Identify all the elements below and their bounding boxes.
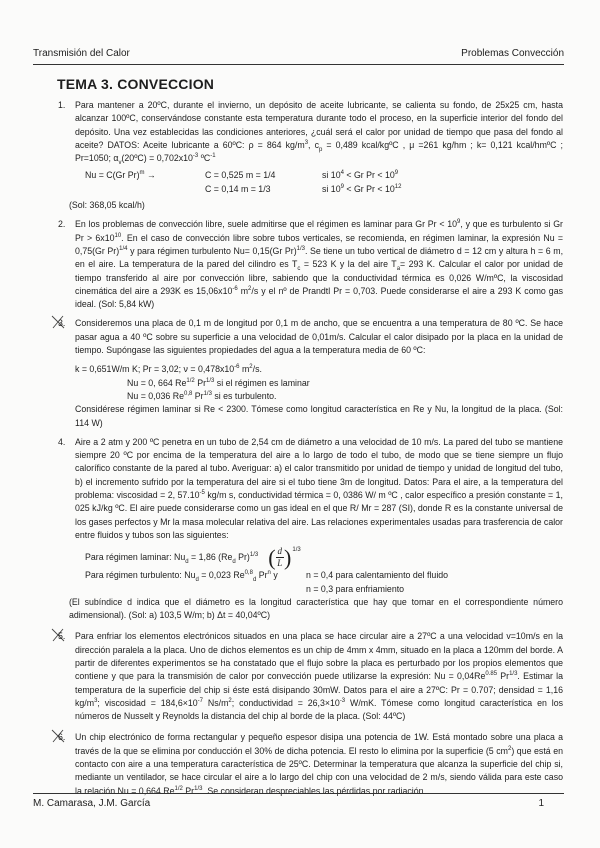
correlation-formula — [75, 183, 187, 196]
superscript: 4 — [340, 170, 344, 177]
problem-number: 4. — [58, 436, 66, 447]
page-number: 1 — [538, 798, 544, 809]
problem-number: 3. — [58, 318, 66, 329]
superscript: 2 — [228, 697, 232, 704]
subscript: c — [297, 266, 301, 273]
superscript: 9 — [457, 219, 461, 226]
laminar-equation: Nu = 0, 664 $Re^{1/2}$ $Pr^{1/3}$ si el régimen es laminar — [127, 377, 310, 388]
water-properties: k = 0,651W/m K; Pr = 3,02; $\nu = 0,478x10^{-6}$ $m^2/s$. — [75, 364, 262, 375]
problem-text-tail: Considérese régimen laminar si Re < 2300. Tómese como longitud característica en Re y Nu, la longitud de la placa. (Sol: 114 W) — [75, 404, 563, 428]
superscript: 0.85 — [485, 671, 498, 678]
heating-exponent: n = 0,4 para calentamiento del fluido — [306, 570, 449, 581]
cooling-exponent: n = 0,3 para enfriamiento — [306, 583, 405, 594]
problem-number: 5. — [58, 631, 66, 642]
problem-number: 2. — [58, 219, 66, 230]
superscript: 1/3 — [206, 377, 215, 384]
page-title: TEMA 3. CONVECCION — [57, 76, 215, 92]
subscript: a — [396, 266, 401, 273]
superscript: 1/2 — [186, 377, 195, 384]
correlation-constants: C = 0,14 m = 1/3 — [205, 183, 271, 194]
problem-text: Consideremos una placa de 0,1 m de longitud por 0,1 m de ancho, que se encuentra a una temperatura de 80 ºC. Se hace pasar agua a 40 ºC sobre su superficie a una velocidad de 0,01m/s. Calcular el calor disipado por la placa en la unidad de tiempo. Supóngase las siguientes propiedades del agua a la temperatura media de 60 ºC: — [75, 318, 563, 356]
page-header — [33, 48, 564, 65]
superscript: 1/2 — [174, 785, 183, 792]
correlation-row — [75, 183, 563, 196]
fraction-numerator: d — [277, 546, 283, 557]
superscript: 3 — [304, 139, 309, 146]
superscript: 10 — [114, 232, 122, 239]
superscript: 1/3 — [194, 785, 203, 792]
superscript: -6 — [232, 285, 238, 292]
subscript: p — [318, 146, 323, 153]
superscript: -3 — [339, 697, 346, 704]
problem-4 — [58, 436, 563, 623]
fraction-denominator: L — [277, 558, 283, 569]
turbulent-formula: Para régimen turbulento: $Nu_d = 0,023$ Re$^{0,8}_d$ Pr$^n$ y — [85, 570, 278, 583]
superscript: 2 — [507, 745, 512, 752]
page-footer — [33, 793, 564, 809]
superscript: 2 — [249, 364, 253, 371]
problem-5 — [58, 630, 563, 723]
superscript: 9 — [394, 170, 399, 177]
superscript: 12 — [394, 183, 402, 190]
correlation-range: si $10^4 < Gr$ $Pr < 10^9$ — [322, 170, 399, 181]
fraction-exponent: 1/3 — [292, 547, 301, 554]
turbulent-relation — [85, 569, 563, 582]
problem-list — [58, 99, 563, 804]
subscript: v — [118, 159, 122, 166]
footer-authors: M. Camarasa, J.M. García — [33, 798, 151, 809]
problem-number: 1. — [58, 100, 66, 110]
superscript: m — [139, 170, 145, 177]
superscript: 2 — [248, 285, 252, 292]
superscript: 1/3 — [249, 552, 259, 559]
superscript: 1/3 — [509, 671, 518, 678]
superscript: 9 — [340, 183, 344, 190]
turbulent-equation: Nu = 0,036 Re$^{0,8}$ $Pr^{1/3}$ si es turbulento. — [127, 390, 277, 401]
superscript: 1/3 — [296, 246, 305, 253]
header-section: Problemas Convección — [461, 48, 564, 59]
solution: (Sol: 368,05 kcal/h) — [69, 200, 145, 211]
superscript: 1/4 — [119, 246, 128, 253]
problem-3 — [58, 317, 563, 429]
problem-text: Un chip electrónico de forma rectangular y pequeño espesor disipa una potencia de 1W. Está montado sobre una placa a través de la que se elimina por conducción el 30% de dicha potencia. El resto lo elimina por la superficie (5 $cm^2$) que está en contacto con aire a una temperatura característica de 25ºC. Determinar la temperatura que alcanza la superficie del chip si, mediante un ventilador, se hace circular el aire a lo largo del chip con una velocidad de 2 m/s, siendo válida para este caso la relación Nu = 0,664 $Re^{1/2}$ $Pr^{1/3}$. Se consideran despreciables las pérdidas por radiación. — [75, 732, 563, 796]
d-over-l-fraction: ( $\frac{d}{L}$ ) 1/3 — [268, 545, 301, 571]
subscript: d — [185, 558, 189, 565]
problem-6 — [58, 731, 563, 797]
correlation-row — [75, 169, 563, 182]
header-course: Transmisión del Calor — [33, 48, 130, 59]
superscript: -7 — [197, 697, 203, 704]
subscript: d — [252, 576, 257, 583]
correlation-formula: Nu = C(Gr Pr)$^m$ → — [85, 170, 156, 181]
superscript: 0,8 — [183, 391, 193, 398]
superscript: -6 — [234, 364, 240, 371]
superscript: n — [267, 570, 271, 577]
problem-text-tail: (El subíndice d indica que el diámetro es la longitud característica que hay que tomar en el correspondiente número adimensional). (Sol: a) 103,5 W/m; b) Δt = 40,04ºC) — [69, 596, 563, 621]
laminar-relation — [85, 546, 563, 569]
subscript: d — [232, 558, 236, 565]
superscript: 3 — [94, 697, 98, 704]
problem-1 — [58, 99, 563, 212]
problem-text: Para mantener a 20ºC, durante el invierno, un depósito de aceite lubricante, se calienta su fondo, de 25x25 cm, hasta alcanzar 100ºC, conservándose constante esta temperatura durante todo el proceso, en la superficie interior del fondo del depósito. Una vez establecidas las condiciones anteriores, ¿cuál será el calor por unidad de tiempo que pasa del fondo al aceite? DATOS: Aceite lubricante a 60ºC: ρ = 864 $kg/m^3$, $c_p = 0,489$ kcal/kgºC , μ =261 kg/hm ; k= 0,121 kcal/hmºC ; Pr=1050; $\alpha_v(20ºC) = 0,702x10^{-3}$ ºC$^{-1}$ — [75, 100, 563, 166]
problem-text: Aire a 2 atm y 200 ºC penetra en un tubo de 2,54 cm de diámetro a una velocidad de 10 m/s. La pared del tubo se mantiene siempre 20 ºC por encima de la temperatura del aire a lo largo de todo el tubo, de modo que se tiene siempre un flujo calorífico constante de la pared al tubo. Averiguar: a) el calor transmitido por unidad de tiempo y unidad de longitud del tubo, b) el incremento sufrido por la temperatura del aire si el tubo tiene 3m de longitud. Datos: Para el aire, a la temperatura del problema: viscosidad = 2, $57.10^{-5}$ kg/m s, conductividad térmica = 0, 0386 W/ m ºC , calor específico a presión constante = 1, 025 kJ/kg ºC. El aire puede considerarse como un gas ideal en el que R/ Mr = 287 (SI), donde R es la constante universal de los gases perfectos y Mr la masa molecular relativa del aire. Las relaciones experimentales usadas para trasferencia de calor entre fluidos y tubos son las siguientes: — [75, 436, 563, 540]
superscript: -1 — [210, 153, 216, 160]
superscript: -3 — [192, 153, 199, 160]
correlation-constants: C = 0,525 m = 1/4 — [205, 170, 276, 181]
correlation-range: si $10^9 < Gr$ $Pr < 10^{12}$ — [322, 183, 402, 194]
superscript: -5 — [199, 490, 205, 497]
laminar-formula: Para régimen laminar: $Nu_d = 1,86$ ($Re_d$ Pr)$^{1/3}$ — [85, 552, 259, 565]
problem-number: 6. — [58, 732, 66, 743]
superscript: 1/3 — [203, 391, 212, 398]
correlation-table — [75, 169, 563, 196]
problem-text: Para enfriar los elementos electrónicos situados en una placa se hace circular aire a 27ºC a una velocidad v=10m/s en la dirección paralela a la placa. Uno de dichos elementos es un chip de 4mm x 4mm, situado en la placa a 120mm del borde. A partir de diferentes experimentos se ha constatado que el flujo sobre la placa es perturbado por los propios elementos que contiene y que para la transmisión de calor por convección puede utilizarse la expresión: $Nu = 0,04Re^{0.85}$ $Pr^{1/3}$. Estimar la temperatura de la superficie del chip si éste está disipando 30mW. Datos para el aire a 27ºC: Pr = 0.707; densidad = 1,16 $kg/m^3$; viscosidad = $184,6\times 10^{-7}$ $Ns/m^2$; conductividad = $26,3\times 10^{-3}$ W/mK. Tómese como longitud característica en los números de Nusselt y Reynolds la distancia del chip al borde de la placa. (Sol: 44ºC) — [75, 631, 563, 722]
problem-2 — [58, 218, 563, 311]
superscript: 0,8 — [244, 570, 253, 577]
problem-text: En los problemas de convección libre, suele admitirse que el régimen es laminar para Gr $Pr < 10^9$, y que es turbulento si Gr $Pr > 6x10^{10}$. En el caso de convección libre sobre tubos verticales, se recomienda, en régimen laminar, la expresión Nu = 0,75(Gr Pr)$^{1/4}$ y para régimen turbulento Nu= 0,15(Gr Pr)$^{1/3}$. Se tiene un tubo vertical de diámetro d = 12 cm y altura h = 6 m, en el aire. La temperatura de la pared del cilindro es $T_c = 523$ K y la del aire $T_a= 293$ K. Calcular el calor por unidad de tiempo transferido al aire por convección libre, sabiendo que la conductividad térmica es 0,026 W/mºC, la viscosidad cinemática del aire a 293K es $15,06x10^{-6}$ $m^2/s$ y el nº de Prandtl Pr = 0,703. Puede considerarse el aire a 293 K como gas ideal. (Sol: 5,84 kW) — [75, 219, 564, 310]
subscript: d — [195, 576, 199, 583]
